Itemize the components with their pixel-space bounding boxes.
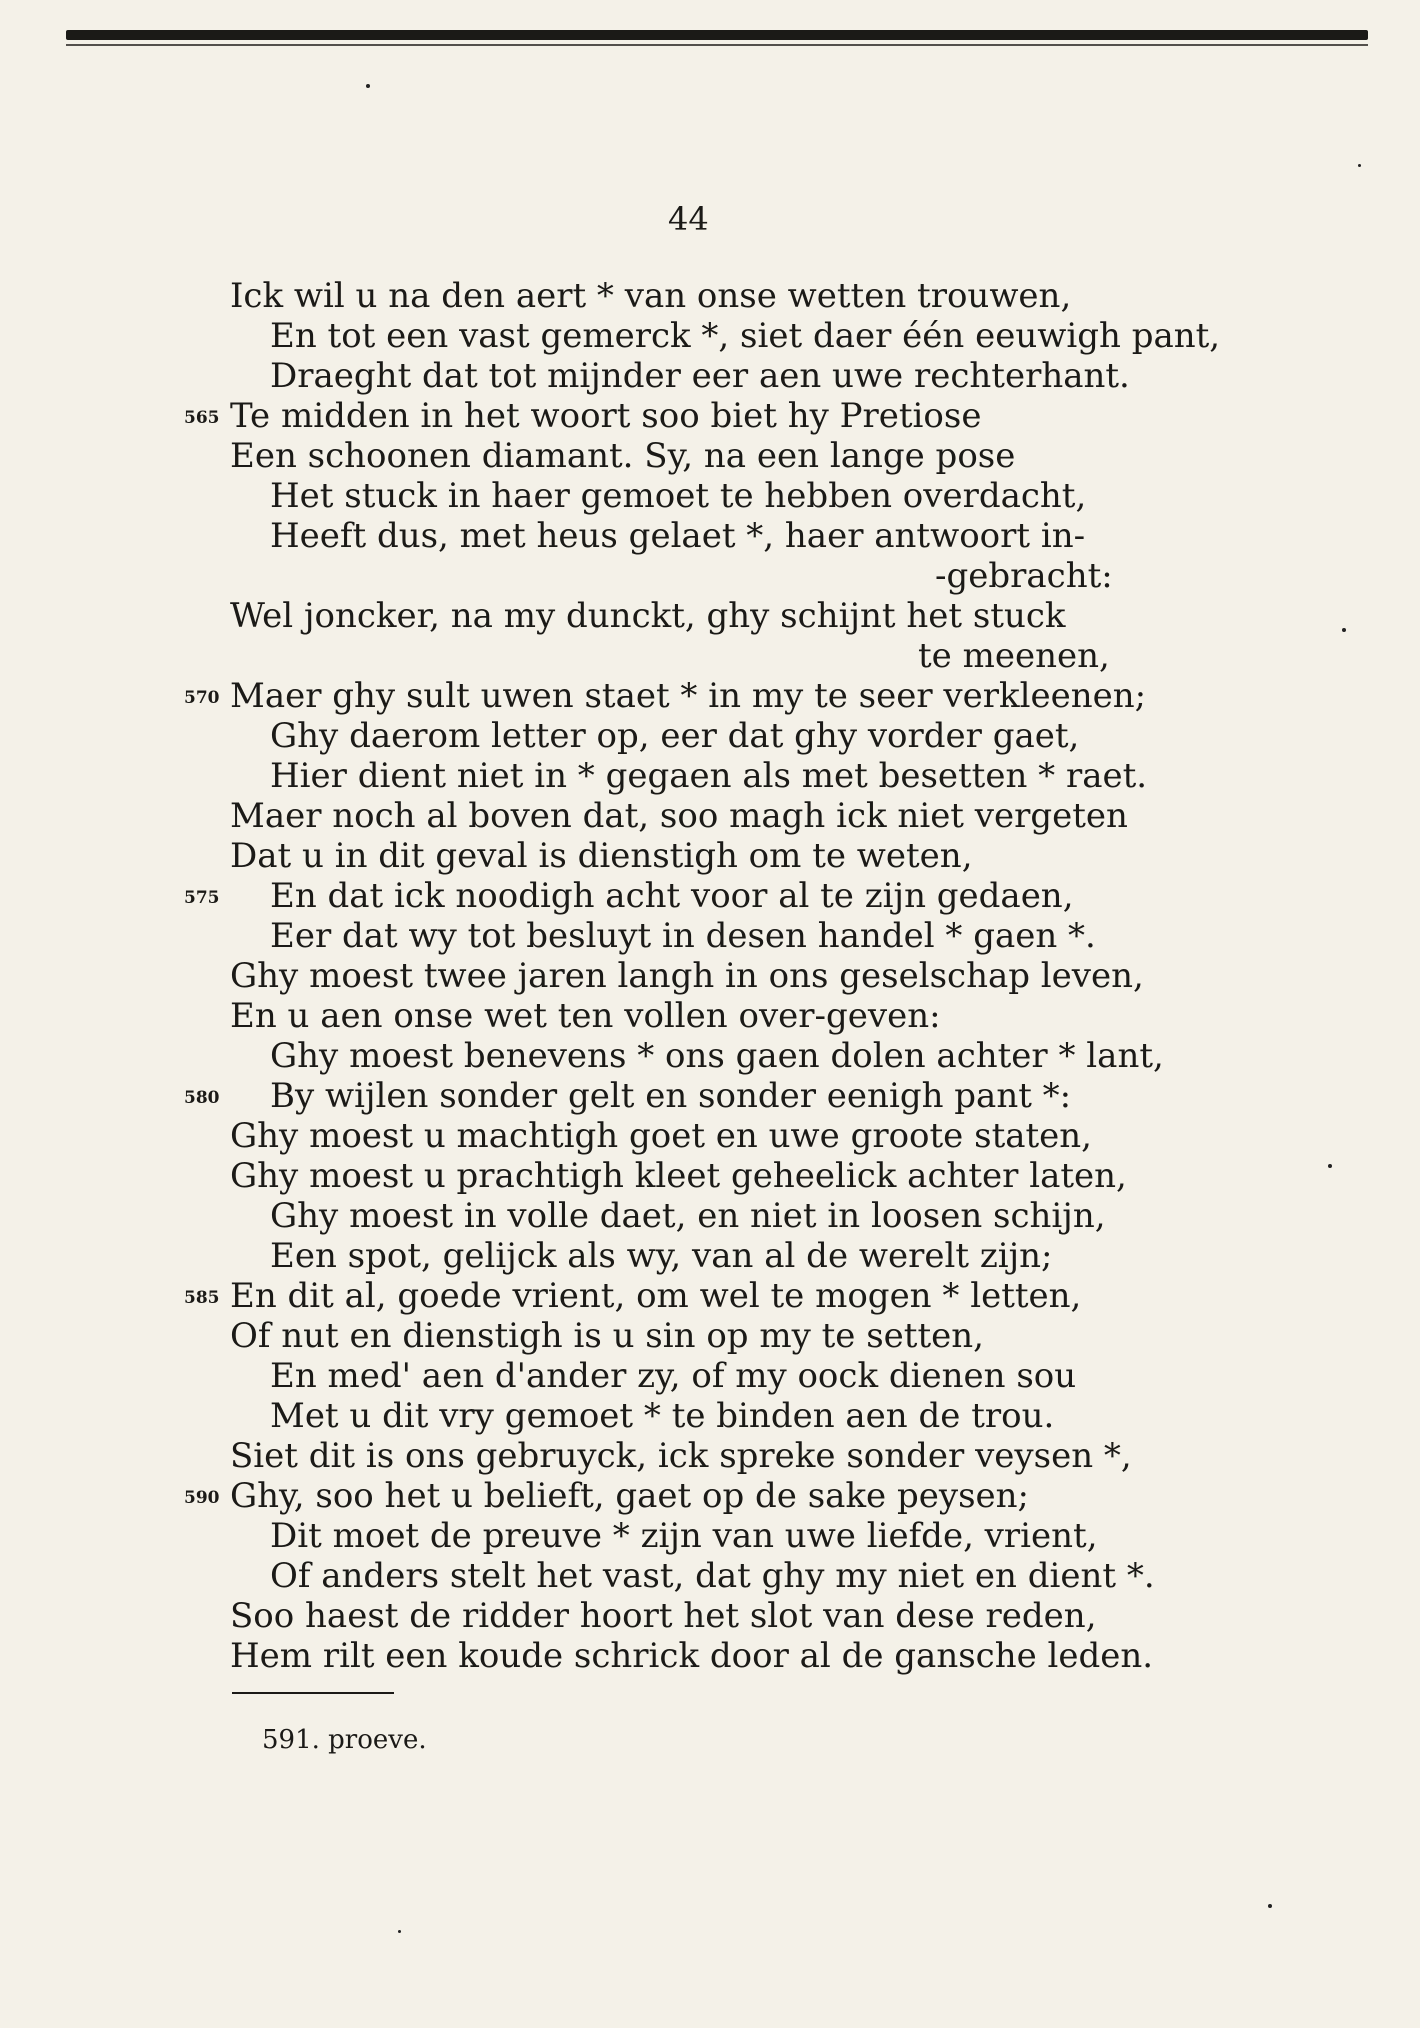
verse-line: En tot een vast gemerck *, siet daer één eeuwigh pant, [270, 316, 1221, 356]
line-number: 590 [184, 1488, 220, 1508]
footnote-rule [232, 1692, 394, 1694]
verse-line: Een spot, gelijck als wy, van al de werelt zijn; [270, 1236, 1053, 1276]
verse-line: Hier dient niet in * gegaen als met besetten * raet. [270, 756, 1148, 796]
print-speck [1328, 1164, 1332, 1168]
line-number: 585 [184, 1288, 220, 1308]
verse-line-continuation: -gebracht: [935, 556, 1113, 596]
verse-line-continuation: te meenen, [918, 636, 1110, 676]
verse-line: Ghy moest u prachtigh kleet geheelick achter laten, [230, 1156, 1127, 1196]
verse-line: En u aen onse wet ten vollen over-geven: [230, 996, 941, 1036]
verse-line: By wijlen sonder gelt en sonder eenigh pant *: [270, 1076, 1072, 1116]
verse-line: Een schoonen diamant. Sy, na een lange pose [230, 436, 1016, 476]
verse-line: Ghy, soo het u belieft, gaet op de sake peysen; [230, 1476, 1029, 1516]
footnote: 591. proeve. [262, 1725, 427, 1755]
page-number: 44 [668, 200, 709, 238]
verse-line: Ick wil u na den aert * van onse wetten trouwen, [230, 276, 1072, 316]
verse-line: Met u dit vry gemoet * te binden aen de trou. [270, 1396, 1055, 1436]
line-number: 570 [184, 688, 220, 708]
verse-line: En dat ick noodigh acht voor al te zijn gedaen, [270, 876, 1074, 916]
verse-line: Hem rilt een koude schrick door al de gansche leden. [230, 1636, 1154, 1676]
verse-line: Of anders stelt het vast, dat ghy my niet en dient *. [270, 1556, 1155, 1596]
print-speck [1358, 164, 1361, 167]
verse-line: Dit moet de preuve * zijn van uwe liefde, vrient, [270, 1516, 1098, 1556]
verse-line: Eer dat wy tot besluyt in desen handel * gaen *. [270, 916, 1096, 956]
verse-line: Of nut en dienstigh is u sin op my te setten, [230, 1316, 984, 1356]
verse-line: Siet dit is ons gebruyck, ick spreke sonder veysen *, [230, 1436, 1132, 1476]
verse-line: Maer ghy sult uwen staet * in my te seer verkleenen; [230, 676, 1147, 716]
verse-line: Maer noch al boven dat, soo magh ick niet vergeten [230, 796, 1128, 836]
line-number: 565 [184, 408, 220, 428]
print-speck [1268, 1904, 1272, 1908]
verse-line: Het stuck in haer gemoet te hebben overdacht, [270, 476, 1087, 516]
line-number: 580 [184, 1088, 220, 1108]
verse-line: Ghy moest in volle daet, en niet in loosen schijn, [270, 1196, 1106, 1236]
verse-line: Ghy daerom letter op, eer dat ghy vorder gaet, [270, 716, 1080, 756]
line-number: 575 [184, 888, 220, 908]
verse-line: Ghy moest twee jaren langh in ons geselschap leven, [230, 956, 1144, 996]
verse-line: Dat u in dit geval is dienstigh om te weten, [230, 836, 973, 876]
verse-line: Ghy moest benevens * ons gaen dolen achter * lant, [270, 1036, 1164, 1076]
print-speck [1342, 628, 1346, 632]
print-speck [398, 1930, 401, 1933]
verse-line: Heeft dus, met heus gelaet *, haer antwoort in- [270, 516, 1086, 556]
verse-line: En dit al, goede vrient, om wel te mogen * letten, [230, 1276, 1082, 1316]
verse-line: Soo haest de ridder hoort het slot van dese reden, [230, 1596, 1097, 1636]
verse-line: En med' aen d'ander zy, of my oock dienen sou [270, 1356, 1077, 1396]
verse-line: Draeght dat tot mijnder eer aen uwe rechterhant. [270, 356, 1130, 396]
verse-line: Wel joncker, na my dunckt, ghy schijnt het stuck [230, 596, 1066, 636]
print-speck [366, 84, 370, 88]
verse-line: Ghy moest u machtigh goet en uwe groote staten, [230, 1116, 1092, 1156]
verse-line: Te midden in het woort soo biet hy Pretiose [230, 396, 982, 436]
